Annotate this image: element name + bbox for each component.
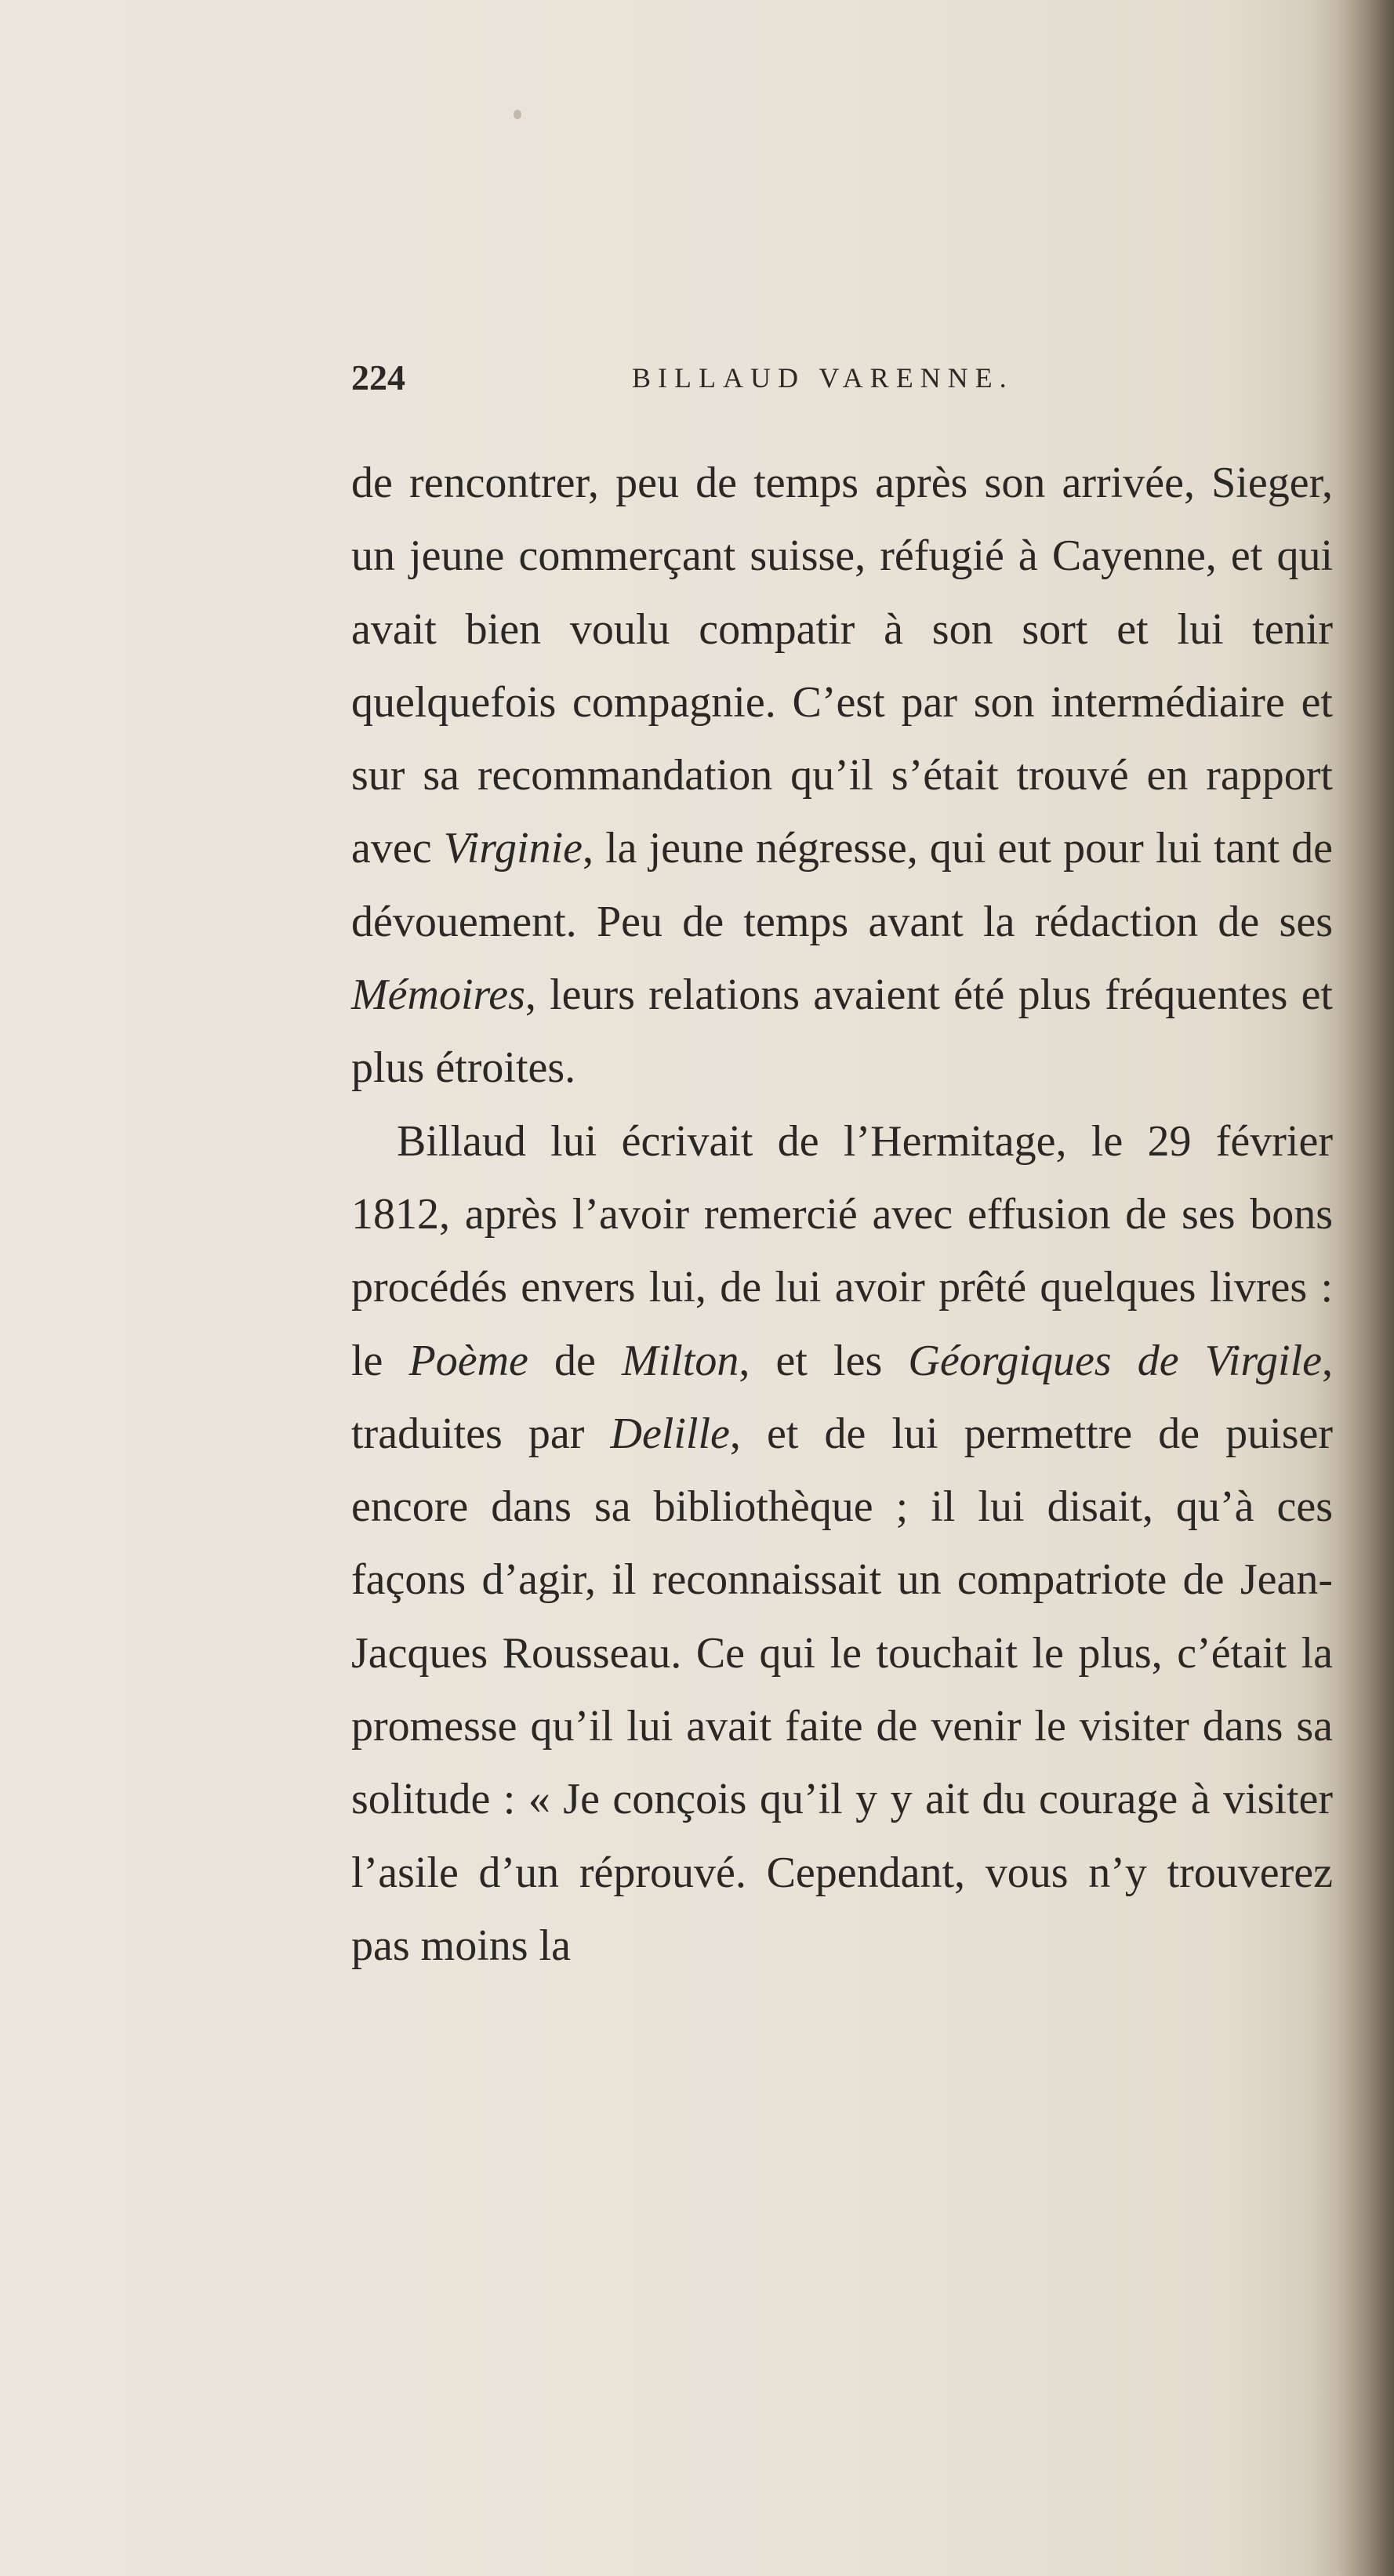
text-run: de rencontrer, peu de temps après son arrivée, Sieger, un jeune commerçant suisse, réfugié à Cayenne, et qui avait bien voulu compatir à son sort et lui tenir quelquefois compagnie. C’est par son intermédiaire et sur sa recommandation qu’il s’était trouvé en rapport avec	[351, 459, 1333, 873]
text-run: , leurs relations avaient été plus fréquentes et plus étroites.	[351, 971, 1333, 1093]
text-run: , la jeune négresse, qui eut pour lui tant de dévouement. Peu de temps avant la rédaction de ses	[351, 824, 1333, 946]
italic-milton: Milton	[622, 1336, 739, 1385]
text-run: de	[528, 1336, 623, 1385]
running-header	[351, 354, 1331, 401]
italic-virginie: Virginie	[443, 824, 583, 873]
italic-delille: Delille	[610, 1409, 730, 1458]
paragraph-1	[351, 447, 1333, 1105]
body-text	[351, 447, 1333, 1983]
running-title: BILLAUD VARENNE.	[632, 362, 1014, 394]
paragraph-2	[351, 1105, 1333, 1983]
page-number: 224	[351, 357, 405, 397]
italic-georgiques: Géorgiques de Virgile	[908, 1336, 1323, 1385]
italic-memoires: Mémoires	[351, 971, 525, 1020]
text-run: Billaud lui écrivait de l’Hermitage, le 29 février 1812, après l’avoir remercié avec effusion de ses bons procédés envers lui, de lui avoir prêté quelques livres : le	[351, 1116, 1333, 1385]
text-run: , traduites par	[351, 1336, 1334, 1458]
text-run: , et les	[739, 1336, 909, 1385]
italic-poeme: Poème	[408, 1336, 528, 1385]
paper-speck	[514, 110, 521, 119]
text-run: , et de lui permettre de puiser encore dans sa bibliothèque ; il lui disait, qu’à ces façons d’agir, il reconnaissait un compatriote de Jean-Jacques Rousseau. Ce qui le touchait le plus, c’était la promesse qu’il lui avait faite de venir le visiter dans sa solitude : « Je conçois qu’il y y ait du courage à visiter l’asile d’un réprouvé. Cependant, vous n’y trouverez pas moins la	[351, 1409, 1333, 1970]
binding-shadow	[1339, 0, 1394, 2576]
